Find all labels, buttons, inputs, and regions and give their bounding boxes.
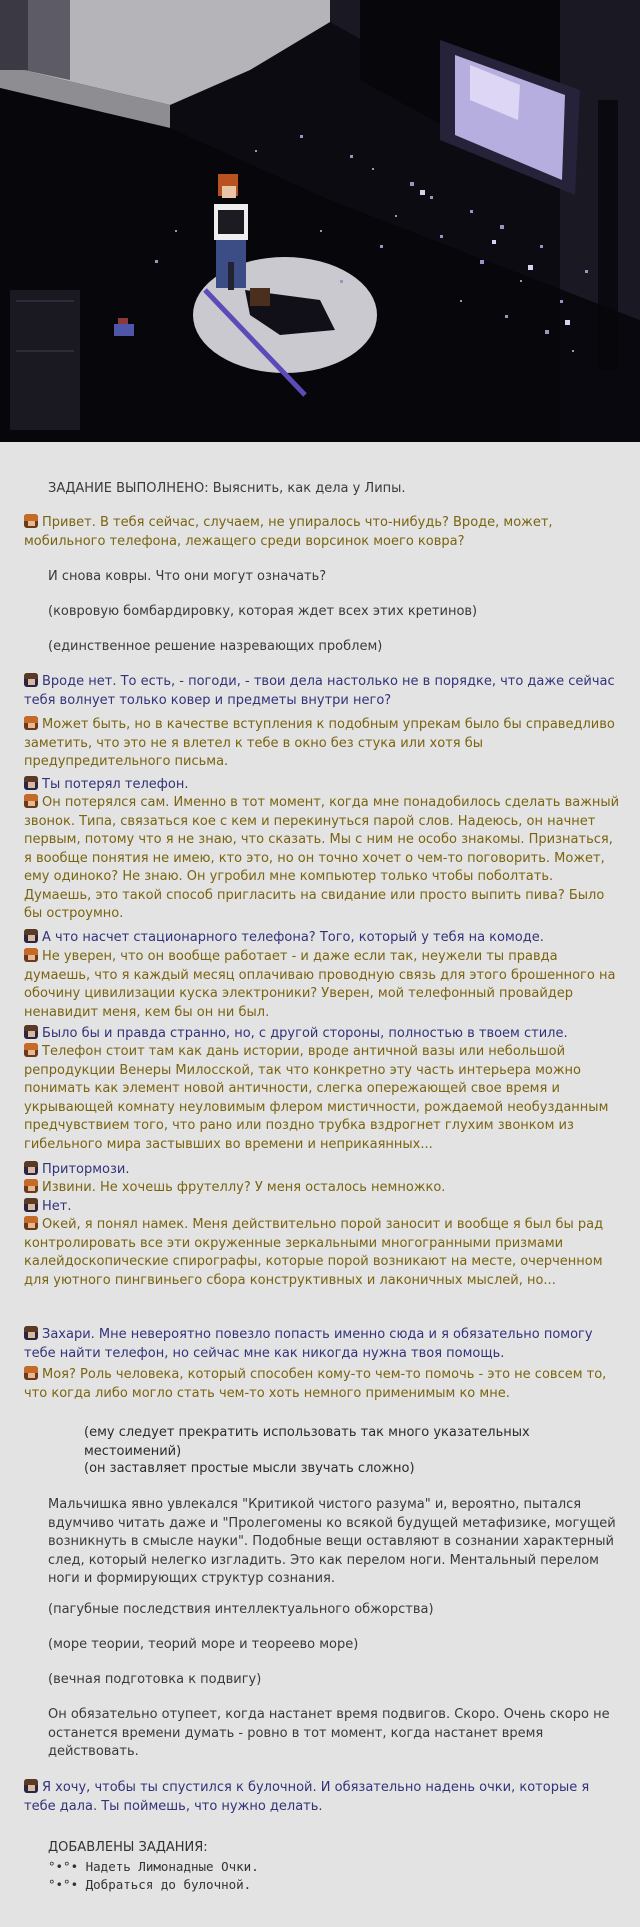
narration-thought: (море теории, теорий море и теореево море) xyxy=(48,1637,359,1652)
dark-hair-portrait-icon xyxy=(24,776,38,790)
narration-thought: (ему следует прекратить использовать так много указательных местоимений) xyxy=(84,1425,530,1459)
dialogue-line: Телефон стоит там как дань истории, вроде античной вазы или небольшой репродукции Венеры Милосской, так что конкретно эту часть интерьера можно понимать как элемент новой античности, слегка опережающей свое время и укрывающей комнату неуловимым флером мистичности, рождаемой необузданным предчувствием того, что рано или поздно трубка вздрогнет глухим звонком из гибельного мира застывших во времени и неприкаянных... xyxy=(24,1044,609,1152)
narration-thought: (вечная подготовка к подвигу) xyxy=(48,1672,262,1687)
redhead-portrait-icon xyxy=(24,794,38,808)
dialogue-line: Может быть, но в качестве вступления к подобным упрекам было бы справедливо заметить, что это не я влетел к тебе в окно без стука или хотя бы предупредительного письма. xyxy=(24,717,615,769)
redhead-portrait-icon xyxy=(24,1366,38,1380)
narration-paragraph: Он обязательно отупеет, когда настанет время подвигов. Скоро. Очень скоро не останется времени думать - ровно в тот момент, когда настанет время действовать. xyxy=(48,1707,610,1759)
dialogue-line: Притормози. xyxy=(24,1161,624,1180)
narration-paragraph: Мальчишка явно увлекался "Критикой чистого разума" и, вероятно, пытался вдумчиво читать даже и "Пролегомены ко всякой будущей метафизике, могущей возникнуть в смысле науки". Подобные вещи оставляют в сознании характерный след, который нелегко изгладить. Это как перелом ноги. Ментальный перелом ноги и формирующих структур сознания. xyxy=(48,1497,616,1586)
dialogue-line: Нет. xyxy=(24,1198,624,1217)
dialogue-line: А что насчет стационарного телефона? Того, который у тебя на комоде. xyxy=(24,929,624,948)
dialogue-line: Вроде нет. То есть, - погоди, - твои дела настолько не в порядке, что даже сейчас тебя волнует только ковер и предметы внутри него? xyxy=(24,674,615,708)
dark-hair-portrait-icon xyxy=(24,1025,38,1039)
dark-hair-portrait-icon xyxy=(24,673,38,687)
dialogue-line: Привет. В тебя сейчас, случаем, не упиралось что-нибудь? Вроде, может, мобильного телефона, лежащего среди ворсинок моего ковра? xyxy=(24,515,553,549)
dialogue-line: Ты потерял телефон. xyxy=(24,776,624,795)
redhead-portrait-icon xyxy=(24,948,38,962)
dialogue-log xyxy=(0,442,640,1927)
narration-thought: (ковровую бомбардировку, которая ждет всех этих кретинов) xyxy=(48,604,478,619)
narration-thought: (пагубные последствия интеллектуального обжорства) xyxy=(48,1602,434,1617)
dialogue-line: Извини. Не хочешь фрутеллу? У меня осталось немножко. xyxy=(24,1179,624,1198)
narration-thought: (он заставляет простые мысли звучать сложно) xyxy=(84,1461,415,1476)
dialogue-line: Захари. Мне невероятно повезло попасть именно сюда и я обязательно помогу тебе найти телефон, но сейчас мне как никогда нужна твоя помощь. xyxy=(24,1327,593,1361)
game-scene xyxy=(0,0,640,442)
dark-hair-portrait-icon xyxy=(24,1779,38,1793)
dark-hair-portrait-icon xyxy=(24,1326,38,1340)
dialogue-line: Не уверен, что он вообще работает - и даже если так, неужели ты правда думаешь, что я каждый месяц оплачиваю проводную связь для этого брошенного на обочину цивилизации куска электроники? Уверен, мой телефонный провайдер ненавидит меня, кем бы он ни был. xyxy=(24,949,616,1020)
cabinet xyxy=(10,290,80,430)
tasks-added-block xyxy=(48,1839,624,1895)
redhead-portrait-icon xyxy=(24,514,38,528)
dialogue-line: Я хочу, чтобы ты спустился к булочной. И обязательно надень очки, которые я тебе дала. Ты поймешь, что нужно делать. xyxy=(24,1780,590,1814)
tasks-added-title: ДОБАВЛЕНЫ ЗАДАНИЯ: xyxy=(48,1840,208,1855)
dark-hair-portrait-icon xyxy=(24,1161,38,1175)
dark-hair-portrait-icon xyxy=(24,929,38,943)
scene-art xyxy=(0,0,640,442)
redhead-portrait-icon xyxy=(24,716,38,730)
dialogue-line: Он потерялся сам. Именно в тот момент, когда мне понадобилось сделать важный звонок. Типа, связаться кое с кем и перекинуться парой слов. Надеюсь, он начнет первым, потому что я не знаю, что сказать. Мы с ним не особо знакомы. Признаться, я вообще понятия не имею, кто это, но он точно хочет о чем-то поговорить. Может, ему одиноко? Не знаю. Он угробил мне компьютер только чтобы поболтать. Думаешь, это такой способ пригласить на свидание или просто выпить пива? Было бы остроумно. xyxy=(24,795,620,921)
quest-complete-banner: ЗАДАНИЕ ВЫПОЛНЕНО: Выяснить, как дела у Липы. xyxy=(48,481,406,496)
task-item: °•°• Надеть Лимонадные Очки. xyxy=(48,1858,259,1874)
narration-thought: (единственное решение назревающих проблем) xyxy=(48,639,383,654)
dark-hair-portrait-icon xyxy=(24,1198,38,1212)
dialogue-line: Моя? Роль человека, который способен кому-то чем-то помочь - это не совсем то, что когда либо могло стать чем-то хоть немного применимым ко мне. xyxy=(24,1367,607,1401)
dialogue-line: Окей, я понял намек. Меня действительно порой заносит и вообще я был бы рад контролировать все эти окруженные зеркальными многогранными призмами калейдоскопические спирографы, которые порой возникают на месте, очерченном для уютного пингвиньего сбора конструктивных и лаконичных мыслей, но... xyxy=(24,1217,604,1288)
narration-line: И снова ковры. Что они могут означать? xyxy=(48,569,327,584)
redhead-portrait-icon xyxy=(24,1216,38,1230)
task-item: °•°• Добраться до булочной. xyxy=(48,1877,252,1892)
redhead-portrait-icon xyxy=(24,1179,38,1193)
dialogue-line: Было бы и правда странно, но, с другой стороны, полностью в твоем стиле. xyxy=(24,1025,624,1044)
redhead-portrait-icon xyxy=(24,1043,38,1057)
